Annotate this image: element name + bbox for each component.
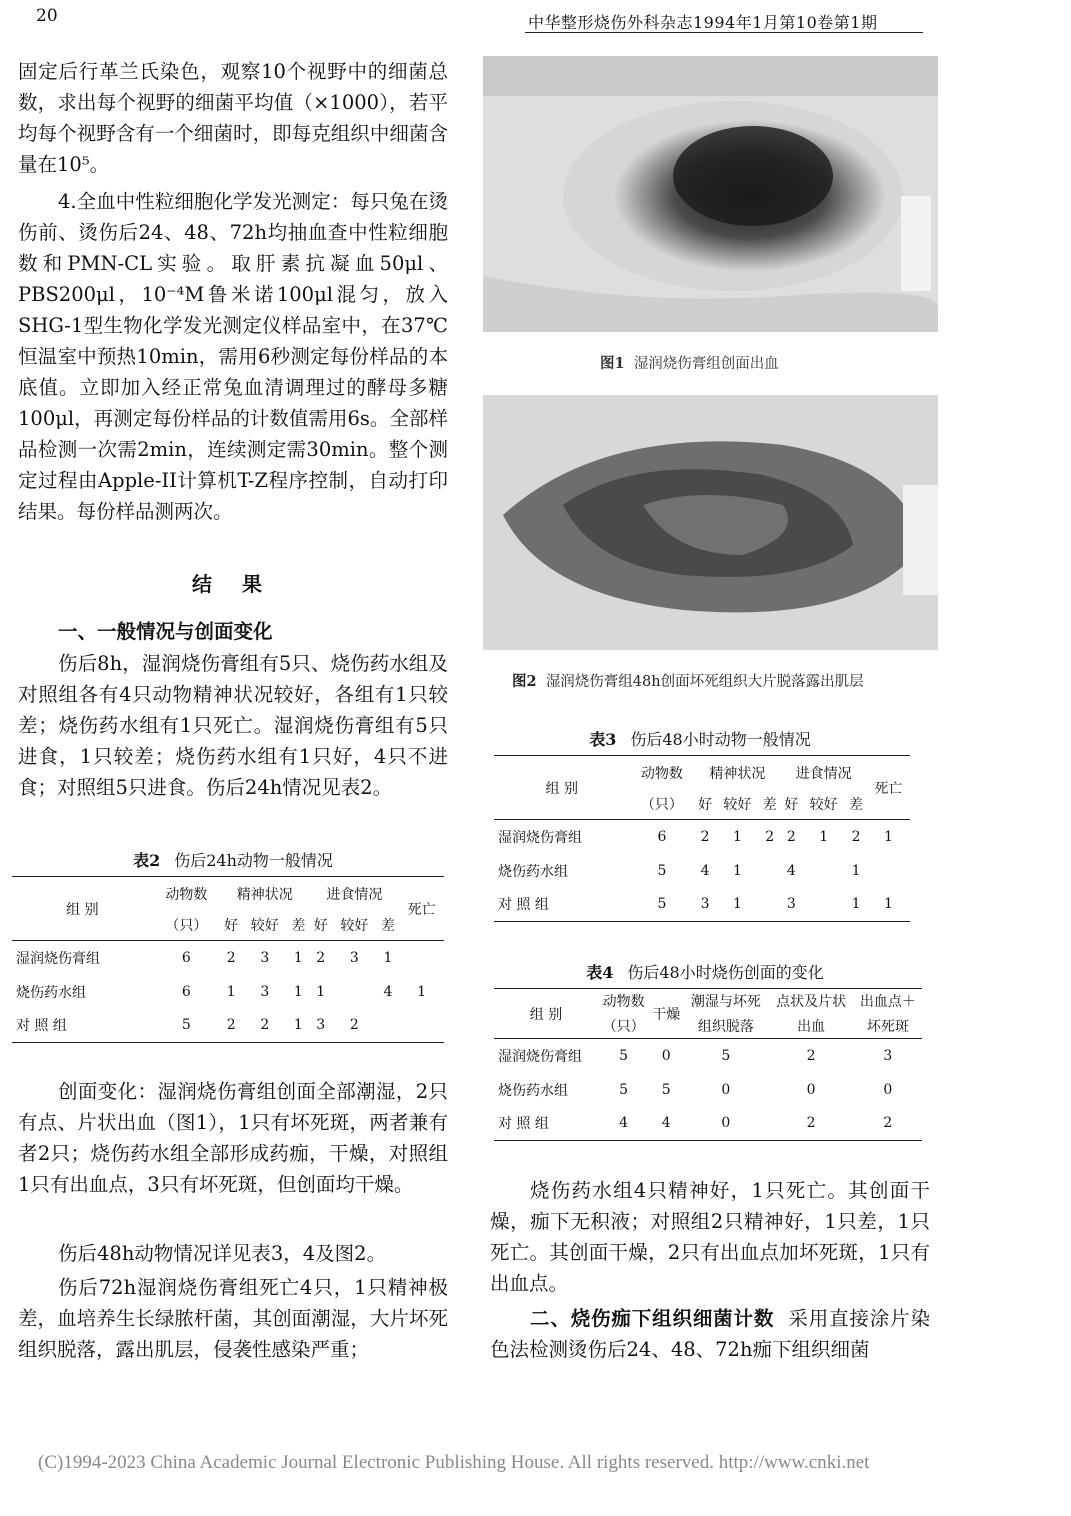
t2-h-death: 死亡 [407, 901, 436, 918]
t4-h-spot-2: 坏死斑 [866, 1018, 909, 1035]
table-cell: 烧伤药水组 [498, 1082, 568, 1099]
table-row [12, 975, 444, 1009]
table-cell: 4 [383, 983, 393, 1000]
header-rule [525, 32, 923, 33]
t2-h-mental: 精神状况 [236, 886, 293, 903]
table-cell: 3 [786, 896, 796, 913]
table-cell: 2 [260, 1017, 270, 1034]
table-cell: 0 [661, 1047, 671, 1064]
table-cell: 2 [786, 828, 796, 845]
table-cell: 湿润烧伤膏组 [16, 950, 100, 967]
table2-title: 伤后24h动物一般情况 [174, 851, 333, 870]
table-cell [759, 854, 781, 888]
t3-h-death: 死亡 [874, 780, 903, 797]
table-cell: 2 [851, 828, 861, 845]
table-row [494, 1039, 922, 1073]
table-cell: 5 [181, 1017, 191, 1034]
table-cell: 5 [721, 1047, 731, 1064]
table-cell: 2 [316, 949, 326, 966]
figure1-caption [600, 352, 779, 373]
table-cell: 1 [226, 983, 236, 1000]
t3-h-fair-2: 较好 [809, 797, 838, 814]
t2-h-fair-2: 较好 [340, 918, 369, 935]
t2-h-good-2: 好 [313, 918, 328, 935]
table-cell: 2 [349, 1017, 359, 1034]
t3-h-good-2: 好 [784, 797, 799, 814]
right-para-1: 烧伤药水组4只精神好，1只死亡。其创面干燥，痂下无积液；对照组2只精神好，1只差，1只死亡。其创面干燥，2只有出血点加坏死斑，1只有出血点。 [490, 1179, 930, 1295]
table-cell: 1 [316, 983, 326, 1000]
table-cell: 5 [657, 896, 667, 913]
table-cell: 对 照 组 [498, 1116, 549, 1133]
table-cell: 3 [349, 949, 359, 966]
table-cell [399, 1009, 444, 1043]
left-para-4: 创面变化：湿润烧伤膏组创面全部潮湿，2只有点、片状出血（图1），1只有坏死斑，两者兼有者2只；烧伤药水组全部形成药痂，干燥，对照组1只有出血点，3只有坏死斑，但创面均干燥。 [18, 1080, 448, 1196]
table-cell: 6 [181, 983, 191, 1000]
table-cell: 3 [316, 1017, 326, 1034]
figure1-photo [483, 56, 938, 332]
t4-h-bleed-1: 点状及片状 [776, 994, 847, 1011]
table-cell [332, 975, 377, 1009]
table-cell: 对 照 组 [498, 897, 549, 914]
t2-h-poor-2: 差 [380, 918, 395, 935]
figure2-image [483, 395, 938, 650]
table-cell: 5 [619, 1047, 629, 1064]
table-cell: 0 [883, 1081, 893, 1098]
left-para-1: 固定后行革兰氏染色，观察10个视野中的细菌总数，求出每个视野的细菌平均值（×1000），若平均每个视野含有一个细菌时，即每克组织中细菌含量在10⁵。 [18, 60, 448, 176]
table-cell: 5 [619, 1081, 629, 1098]
table-cell: 1 [819, 828, 829, 845]
t4-h-wet-1: 潮湿与坏死 [690, 994, 761, 1011]
table-cell [377, 1009, 399, 1043]
results-heading: 结果 [192, 572, 292, 596]
table-cell: 1 [732, 896, 742, 913]
table-cell: 1 [417, 983, 427, 1000]
table-cell: 5 [657, 862, 667, 879]
page-number: 20 [36, 6, 58, 26]
t4-h-wet-2: 组织脱落 [697, 1018, 754, 1035]
table-cell: 6 [181, 949, 191, 966]
table4 [494, 988, 922, 1141]
section2-heading: 二、烧伤痂下组织细菌计数 [530, 1307, 775, 1330]
table-cell [867, 854, 910, 888]
table-cell: 2 [883, 1115, 893, 1132]
t2-h-poor: 差 [291, 918, 306, 935]
table-cell [399, 941, 444, 975]
table-cell: 4 [700, 862, 710, 879]
table-cell: 对 照 组 [16, 1018, 67, 1035]
table-cell: 2 [700, 828, 710, 845]
figure2-photo [483, 395, 938, 650]
table-cell: 湿润烧伤膏组 [498, 829, 582, 846]
table2-caption [18, 848, 448, 871]
table2 [12, 876, 444, 1043]
figure2-caption [512, 670, 864, 691]
table-cell: 1 [732, 828, 742, 845]
t4-h-spot-1: 出血点＋ [859, 994, 916, 1011]
table-cell: 2 [226, 949, 236, 966]
table-cell: 1 [383, 949, 393, 966]
table-cell: 5 [661, 1081, 671, 1098]
left-para-6: 伤后72h湿润烧伤膏组死亡4只，1只精神极差，血培养生长绿脓杆菌，其创面潮湿，大片坏死组织脱落，露出肌层，侵袭性感染严重； [18, 1276, 448, 1361]
table-cell: 0 [721, 1115, 731, 1132]
table-cell: 3 [260, 949, 270, 966]
t2-h-count: 动物数 [165, 886, 208, 903]
table3 [494, 755, 910, 922]
table4-caption [490, 960, 920, 983]
table-cell: 6 [657, 828, 667, 845]
table4-title: 伤后48小时烧伤创面的变化 [627, 963, 824, 982]
t2-h-group: 组 别 [66, 901, 99, 918]
table-row [494, 1073, 922, 1107]
table-cell: 烧伤药水组 [498, 863, 568, 880]
table-cell: 3 [883, 1047, 893, 1064]
table-cell: 1 [293, 983, 303, 1000]
right-para-2 [490, 1303, 930, 1365]
table-cell: 3 [700, 896, 710, 913]
table-cell: 烧伤药水组 [16, 984, 86, 1001]
table4-label: 表4 [586, 963, 614, 982]
t4-h-count-unit: （只） [602, 1018, 645, 1035]
t4-h-bleed-2: 出血 [797, 1018, 826, 1035]
table-cell: 1 [293, 1017, 303, 1034]
t3-h-good: 好 [698, 797, 713, 814]
table-row [494, 1107, 922, 1141]
left-para-3: 伤后8h，湿润烧伤膏组有5只、烧伤药水组及对照组各有4只动物精神状况较好，各组有1只较差；烧伤药水组有1只死亡。湿润烧伤膏组有5只进食，1只较差；烧伤药水组有1只好，4只不进食；对照组5只进食。伤后24h情况见表2。 [18, 652, 448, 799]
table-cell: 2 [226, 1017, 236, 1034]
table-row [494, 854, 910, 888]
t3-h-mental: 精神状况 [709, 765, 766, 782]
table-cell [802, 854, 845, 888]
table-cell: 0 [806, 1081, 816, 1098]
table-cell [802, 888, 845, 922]
figure1-caption-text: 湿润烧伤膏组创面出血 [633, 356, 779, 372]
t3-h-group: 组 别 [545, 780, 579, 797]
t3-h-fair: 较好 [723, 797, 752, 814]
table-cell: 1 [883, 896, 893, 913]
table-cell: 4 [661, 1115, 671, 1132]
table-row [12, 1009, 444, 1043]
table-cell: 1 [732, 862, 742, 879]
table-row [494, 820, 910, 854]
table-cell: 2 [806, 1115, 816, 1132]
t3-h-count: 动物数 [640, 765, 683, 782]
t3-h-poor-2: 差 [849, 797, 864, 814]
table-cell: 2 [806, 1047, 816, 1064]
table-cell: 3 [260, 983, 270, 1000]
journal-title: 中华整形烧伤外科杂志1994年1月第10卷第1期 [528, 13, 878, 32]
figure1-label: 图1 [600, 355, 625, 372]
t4-h-count: 动物数 [602, 994, 645, 1011]
t2-h-eating: 进食情况 [326, 886, 383, 903]
t4-h-group: 组 别 [529, 1006, 563, 1023]
table-cell: 4 [619, 1115, 629, 1132]
table-cell: 1 [883, 828, 893, 845]
t3-h-count-unit: （只） [640, 797, 683, 814]
right-para-2-text: 采用直接涂片染色法检测烫伤后24、48、72h痂下组织细菌 [490, 1307, 930, 1361]
table-cell: 2 [765, 828, 775, 845]
table-row [494, 888, 910, 922]
table-cell: 1 [293, 949, 303, 966]
table-cell: 1 [851, 896, 861, 913]
left-para-5: 伤后48h动物情况详见表3，4及图2。 [58, 1242, 387, 1265]
table-cell: 湿润烧伤膏组 [498, 1048, 582, 1065]
section1-heading: 一、一般情况与创面变化 [58, 620, 273, 643]
t3-h-eating: 进食情况 [795, 765, 852, 782]
t3-h-poor: 差 [762, 797, 777, 814]
table3-title: 伤后48小时动物一般情况 [630, 730, 811, 749]
table3-caption [490, 727, 910, 750]
table-cell [759, 888, 781, 922]
table2-label: 表2 [133, 851, 161, 870]
table-row [12, 941, 444, 975]
table-cell: 1 [851, 862, 861, 879]
t4-h-dry: 干燥 [652, 1006, 681, 1023]
figure1-image [483, 56, 938, 332]
left-para-2: 4.全血中性粒细胞化学发光测定：每只兔在烫伤前、烫伤后24、48、72h均抽血查中性粒细胞数和PMN-CL实验。取肝素抗凝血50μl、PBS200μl，10⁻⁴M鲁米诺100μl混匀，放入SHG-1型生物化学发光测定仪样品室中，在37℃恒温室中预热10min，需用6秒测定每份样品的本底值。立即加入经正常兔血清调理过的酵母多糖100μl，再测定每份样品的计数值需用6s。全部样品检测一次需2min，连续测定需30min。整个测定过程由Apple-II计算机T-Z程序控制，自动打印结果。每份样品测两次。 [18, 190, 448, 523]
table-cell: 0 [721, 1081, 731, 1098]
copyright-footer: (C)1994-2023 China Academic Journal Electronic Publishing House. All rights reserved. http://www.cnki.net [38, 1452, 870, 1473]
table3-label: 表3 [589, 730, 617, 749]
table-cell: 4 [786, 862, 796, 879]
figure2-label: 图2 [512, 673, 537, 690]
t2-h-good: 好 [224, 918, 239, 935]
t2-h-count-unit: （只） [165, 918, 208, 935]
figure2-caption-text: 湿润烧伤膏组48h创面坏死组织大片脱落露出肌层 [545, 674, 864, 690]
t2-h-fair: 较好 [250, 918, 279, 935]
